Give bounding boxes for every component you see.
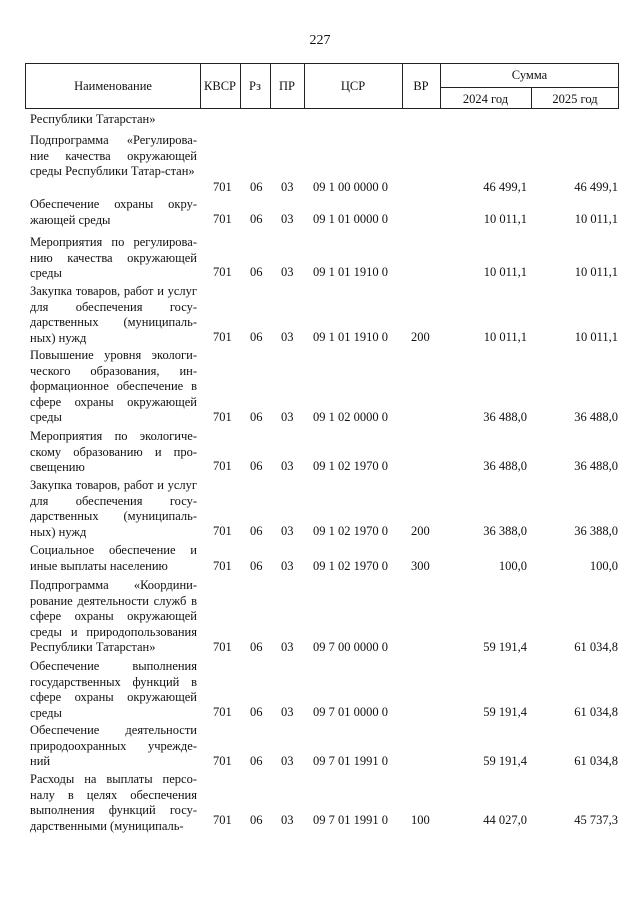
row-csr: 09 1 02 1970 0 xyxy=(313,524,388,538)
row-sum-2024: 59 191,4 xyxy=(483,754,527,768)
row-sum-2024: 36 388,0 xyxy=(483,524,527,538)
row-name: Обеспечение охраны окру-жающей среды xyxy=(30,197,197,227)
row-kvsr: 701 xyxy=(213,640,232,654)
row-name: Мероприятия по регулирова-нию качества окружающей среды xyxy=(30,235,197,280)
row-sum-2024: 10 011,1 xyxy=(483,265,527,279)
row-csr: 09 1 00 0000 0 xyxy=(313,180,388,194)
header-csr: ЦСР xyxy=(340,79,366,93)
row-csr: 09 1 02 1970 0 xyxy=(313,459,388,473)
row-kvsr: 701 xyxy=(213,524,232,538)
row-sum-2025: 61 034,8 xyxy=(574,640,618,654)
row-kvsr: 701 xyxy=(213,559,232,573)
row-csr: 09 7 01 0000 0 xyxy=(313,705,388,719)
row-rz: 06 xyxy=(250,330,263,344)
row-rz: 06 xyxy=(250,813,263,827)
row-kvsr: 701 xyxy=(213,212,232,226)
row-pr: 03 xyxy=(281,524,294,538)
row-name: Мероприятия по экологиче-скому образованию и про-свещению xyxy=(30,429,197,474)
row-csr: 09 1 02 1970 0 xyxy=(313,559,388,573)
row-sum-2025: 61 034,8 xyxy=(574,754,618,768)
row-kvsr: 701 xyxy=(213,330,232,344)
row-sum-2024: 44 027,0 xyxy=(483,813,527,827)
row-kvsr: 701 xyxy=(213,180,232,194)
row-sum-2025: 100,0 xyxy=(589,559,618,573)
row-vr: 200 xyxy=(411,524,430,538)
page-number: 227 xyxy=(309,33,331,48)
row-kvsr: 701 xyxy=(213,705,232,719)
row-rz: 06 xyxy=(250,180,263,194)
row-name: Обеспечение выполнения государственных функций в сфере охраны окружающей среды xyxy=(30,659,197,720)
row-sum-2024: 36 488,0 xyxy=(483,410,527,424)
row-rz: 06 xyxy=(250,524,263,538)
row-name: Расходы на выплаты персо-налу в целях обеспечения выполнения функций госу-дарственными (муниципаль- xyxy=(30,772,197,833)
row-sum-2024: 59 191,4 xyxy=(483,640,527,654)
row-sum-2024: 10 011,1 xyxy=(483,330,527,344)
row-pr: 03 xyxy=(281,754,294,768)
row-sum-2024: 46 499,1 xyxy=(483,180,527,194)
row-pr: 03 xyxy=(281,410,294,424)
header-year-2024: 2024 год xyxy=(462,92,509,106)
table-header xyxy=(25,63,619,109)
row-rz: 06 xyxy=(250,212,263,226)
row-name: Социальное обеспечение и иные выплаты населению xyxy=(30,543,197,573)
row-sum-2025: 36 488,0 xyxy=(574,459,618,473)
row-csr: 09 7 01 1991 0 xyxy=(313,754,388,768)
header-year-2025: 2025 год xyxy=(552,92,598,106)
row-pr: 03 xyxy=(281,559,294,573)
continuation-text: Республики Татарстан» xyxy=(30,112,156,126)
row-rz: 06 xyxy=(250,754,263,768)
row-pr: 03 xyxy=(281,212,294,226)
row-pr: 03 xyxy=(281,640,294,654)
row-rz: 06 xyxy=(250,265,263,279)
row-name: Закупка товаров, работ и услуг для обеспечения госу-дарственных (муниципаль-ных) нужд xyxy=(30,284,197,345)
row-csr: 09 1 01 0000 0 xyxy=(313,212,388,226)
row-pr: 03 xyxy=(281,459,294,473)
row-name: Обеспечение деятельности природоохранных учрежде-ний xyxy=(30,723,197,768)
row-sum-2024: 59 191,4 xyxy=(483,705,527,719)
row-csr: 09 1 01 1910 0 xyxy=(313,330,388,344)
row-sum-2025: 61 034,8 xyxy=(574,705,618,719)
row-vr: 200 xyxy=(411,330,430,344)
row-kvsr: 701 xyxy=(213,459,232,473)
row-rz: 06 xyxy=(250,705,263,719)
row-kvsr: 701 xyxy=(213,265,232,279)
row-vr: 100 xyxy=(411,813,430,827)
row-csr: 09 7 00 0000 0 xyxy=(313,640,388,654)
row-name: Закупка товаров, работ и услуг для обеспечения госу-дарственных (муниципаль-ных) нужд xyxy=(30,478,197,539)
row-pr: 03 xyxy=(281,813,294,827)
row-sum-2025: 36 488,0 xyxy=(574,410,618,424)
row-rz: 06 xyxy=(250,640,263,654)
row-sum-2024: 100,0 xyxy=(498,559,527,573)
row-csr: 09 7 01 1991 0 xyxy=(313,813,388,827)
row-sum-2024: 36 488,0 xyxy=(483,459,527,473)
header-pr: ПР xyxy=(279,79,295,93)
row-name: Подпрограмма «Регулирова-ние качества окружающей среды Республики Татар-стан» xyxy=(30,133,197,178)
row-sum-2025: 10 011,1 xyxy=(574,330,618,344)
row-csr: 09 1 02 0000 0 xyxy=(313,410,388,424)
row-rz: 06 xyxy=(250,459,263,473)
row-sum-2025: 45 737,3 xyxy=(574,813,618,827)
row-sum-2025: 36 388,0 xyxy=(574,524,618,538)
row-kvsr: 701 xyxy=(213,813,232,827)
row-pr: 03 xyxy=(281,180,294,194)
row-pr: 03 xyxy=(281,705,294,719)
row-rz: 06 xyxy=(250,410,263,424)
header-rz: Рз xyxy=(249,79,261,93)
row-sum-2025: 10 011,1 xyxy=(574,212,618,226)
header-vr: ВР xyxy=(413,79,429,93)
row-sum-2025: 10 011,1 xyxy=(574,265,618,279)
header-sum: Сумма xyxy=(511,68,548,82)
row-name: Подпрограмма «Координи-рование деятельности служб в сфере охраны окружающей среды и природопользования Республики Татарстан» xyxy=(30,578,197,654)
header-name: Наименование xyxy=(74,79,152,93)
row-kvsr: 701 xyxy=(213,754,232,768)
row-name: Повышение уровня экологи-ческого образования, ин-формационное обеспечение в сфере охраны окружающей среды xyxy=(30,348,197,424)
row-rz: 06 xyxy=(250,559,263,573)
row-pr: 03 xyxy=(281,265,294,279)
row-sum-2024: 10 011,1 xyxy=(483,212,527,226)
row-csr: 09 1 01 1910 0 xyxy=(313,265,388,279)
row-kvsr: 701 xyxy=(213,410,232,424)
row-vr: 300 xyxy=(411,559,430,573)
row-pr: 03 xyxy=(281,330,294,344)
row-sum-2025: 46 499,1 xyxy=(574,180,618,194)
header-kvsr: КВСР xyxy=(204,79,236,93)
